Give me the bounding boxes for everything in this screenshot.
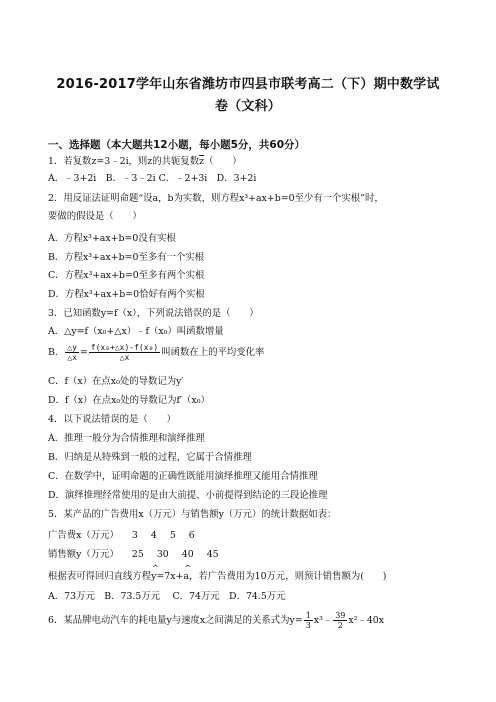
fraction-denominator: △x bbox=[67, 353, 77, 362]
question-2-option-b: B．方程x³+ax+b=0至多有一个实根 bbox=[48, 252, 205, 263]
question-5-stem: 5．某产品的广告费用x（万元）与销售额y（万元）的统计数据如表： bbox=[48, 509, 337, 520]
question-4-stem: 4．以下说法错误的是（ ） bbox=[48, 414, 176, 425]
fraction-denominator: △x bbox=[119, 353, 130, 362]
question-3-option-b bbox=[48, 343, 264, 362]
row-label: 销售额y（万元） bbox=[48, 549, 119, 560]
fraction-one-third bbox=[304, 611, 313, 630]
fraction-dy-dx bbox=[65, 343, 79, 362]
question-4-option-a: A．推理一般分为合情推理和演绎推理 bbox=[48, 433, 205, 444]
data-row-ad-cost bbox=[48, 530, 205, 542]
section-heading: 一、选择题（本大题共12小题，每小题5分，共60分） bbox=[48, 139, 306, 151]
table-cell: 5 bbox=[169, 530, 176, 541]
regression-intro: 根据表可得回归直线方程 bbox=[48, 571, 152, 582]
fraction-numerator: f(x₀+△x)-f(x₀) bbox=[90, 343, 159, 352]
table-cell: 25 bbox=[131, 549, 144, 560]
conjugate-z: $\overline{z}$ bbox=[199, 156, 205, 167]
table-cell: 45 bbox=[206, 549, 219, 560]
question-2-option-a: A．方程x³+ax+b=0没有实根 bbox=[48, 233, 176, 244]
regression-slope: =7x+ bbox=[156, 571, 184, 582]
question-3-stem: 3．已知函数y=f（x），下列说法错误的是（ ） bbox=[48, 308, 259, 319]
table-cell: 4 bbox=[150, 530, 157, 541]
question-3-option-d: D．f（x）在点x₀处的导数记为f′（x₀） bbox=[48, 395, 210, 406]
question-1-options: A．﹣3+2i B．﹣3﹣2i C．﹣2+3i D．3+2i bbox=[48, 173, 257, 184]
question-4-option-c: C．在数学中，证明命题的正确性既能用演绎推理又能用合情推理 bbox=[48, 471, 318, 482]
fraction-denominator: 3 bbox=[305, 621, 311, 630]
option-b-label: B． bbox=[48, 347, 65, 358]
question-4-option-b: B．归纳是从特殊到一般的过程，它属于合情推理 bbox=[48, 452, 252, 463]
table-cell: 3 bbox=[131, 530, 138, 541]
question-2-stem-cont: 要做的假设是（ ） bbox=[48, 211, 142, 222]
question-6-text: 6．某品牌电动汽车的耗电量y与速度x之间满足的关系式为y= bbox=[48, 615, 303, 626]
question-6-stem bbox=[48, 611, 384, 630]
question-1-text: 1．若复数z=3﹣2i，则z的共轭复数 bbox=[48, 156, 200, 167]
exam-title-line1: 2016-2017学年山东省潍坊市四县市联考高二（下）期中数学试 bbox=[56, 77, 440, 92]
table-cell: 6 bbox=[188, 530, 195, 541]
row-label: 广告费x（万元） bbox=[48, 530, 119, 541]
option-b-text: 叫函数在上的平均变化率 bbox=[161, 347, 265, 358]
y-hat: ^ y bbox=[151, 571, 156, 583]
question-2-stem: 2．用反证法证明命题“设a，b为实数，则方程x³+ax+b=0至少有一个实根”时， bbox=[48, 193, 384, 204]
equals-sign: = bbox=[79, 347, 88, 358]
fraction-39-halves bbox=[333, 611, 347, 630]
table-cell: 30 bbox=[156, 549, 169, 560]
question-2-option-d: D．方程x³+ax+b=0恰好有两个实根 bbox=[48, 289, 205, 300]
question-1-stem bbox=[48, 156, 242, 168]
exam-title-line2: 卷（文科） bbox=[214, 99, 281, 114]
a-hat: ^ a bbox=[183, 571, 189, 583]
question-3-option-a: A．△y=f（x₀+△x）﹣f（x₀）叫函数增量 bbox=[48, 326, 224, 337]
question-5-regression bbox=[48, 571, 386, 583]
data-row-sales bbox=[48, 549, 229, 561]
question-2-option-c: C．方程x³+ax+b=0至多有两个实根 bbox=[48, 270, 205, 281]
table-cell: 40 bbox=[181, 549, 194, 560]
fraction-denominator: 2 bbox=[337, 621, 343, 630]
question-5-options: A．73万元 B．73.5万元 C．74万元 D．74.5万元 bbox=[48, 591, 286, 602]
fraction-numerator: △y bbox=[67, 343, 77, 352]
regression-question: ，若广告费用为10万元，则预计销售额为( ) bbox=[189, 571, 387, 582]
fraction-difference-quotient bbox=[89, 343, 160, 362]
question-4-option-d: D．演绎推理经常使用的是由大前提、小前提得到结论的三段论推理 bbox=[48, 490, 328, 501]
fraction-numerator: 1 bbox=[305, 611, 311, 620]
question-1-blank: （ ） bbox=[204, 156, 242, 167]
question-3-option-c: C．f（x）在点x₀处的导数记为y′ bbox=[48, 376, 184, 387]
fraction-numerator: 39 bbox=[335, 611, 346, 620]
cubic-term: x³﹣ bbox=[313, 615, 333, 626]
remaining-terms: x²﹣40x bbox=[348, 615, 385, 626]
